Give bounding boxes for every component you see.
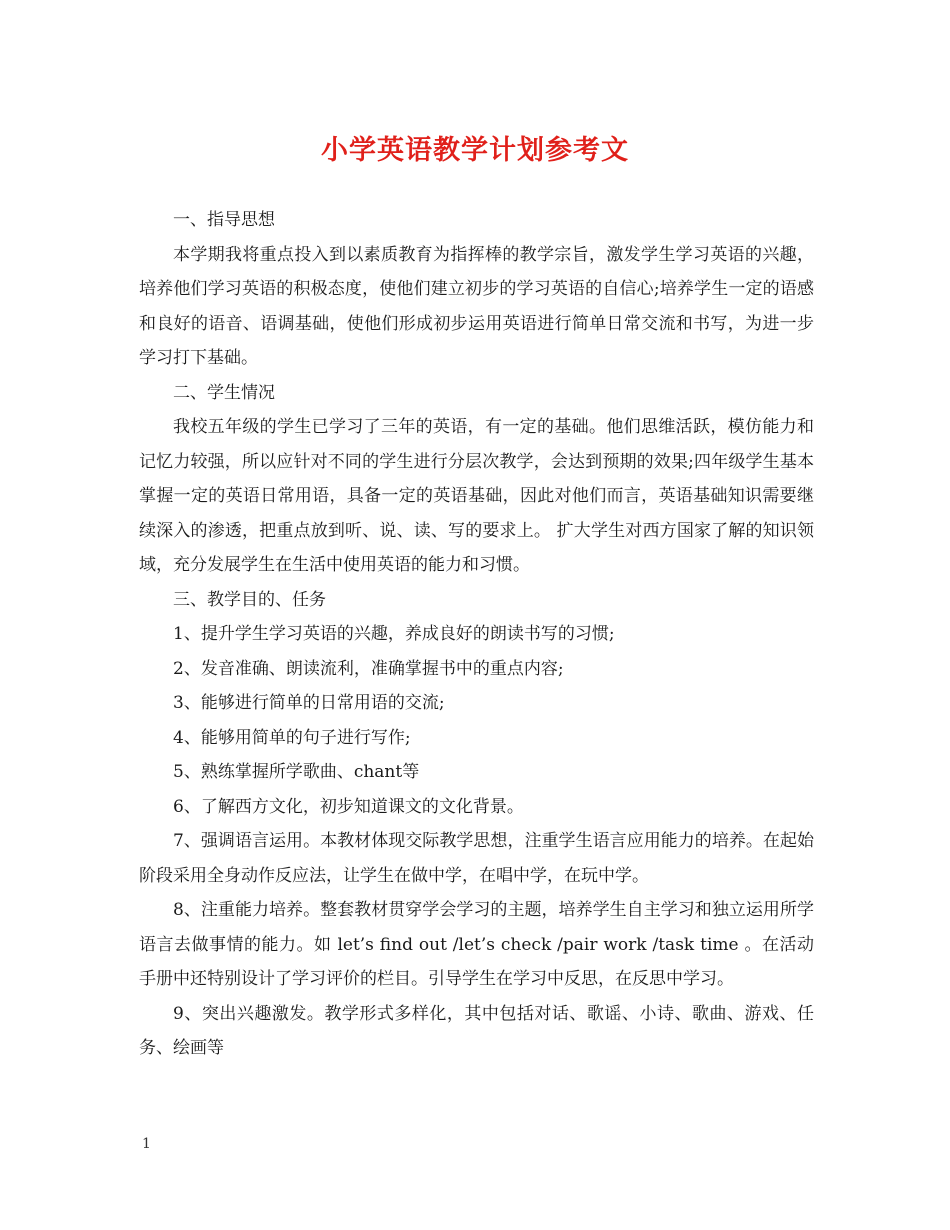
section-heading-student-situation: 二、学生情况 — [173, 382, 275, 403]
document-body — [139, 203, 814, 1066]
paragraph-guiding-ideology: 本学期我将重点投入到以素质教育为指挥棒的教学宗旨，激发学生学习英语的兴趣，培养他们学习英语的积极态度，使他们建立初步的学习英语的自信心;培养学生一定的语感和良好的语音、语调基础，使他们形成初步运用英语进行简单日常交流和书写，为进一步学习打下基础。 — [139, 244, 814, 368]
list-item-goal-5: 5、熟练掌握所学歌曲、chant等 — [173, 762, 420, 782]
list-item-goal-7: 7、强调语言运用。本教材体现交际教学思想，注重学生语言应用能力的培养。在起始阶段采用全身动作反应法，让学生在做中学，在唱中学，在玩中学。 — [139, 831, 814, 886]
list-item-goal-3: 3、能够进行简单的日常用语的交流; — [173, 693, 445, 713]
list-item-goal-2: 2、发音准确、朗读流利，准确掌握书中的重点内容; — [173, 658, 564, 679]
document-title: 小学英语教学计划参考文 — [321, 135, 629, 166]
list-item-goal-4: 4、能够用简单的句子进行写作; — [173, 727, 411, 748]
list-item-goal-6: 6、了解西方文化，初步知道课文的文化背景。 — [173, 796, 524, 817]
section-heading-teaching-goals: 三、教学目的、任务 — [173, 589, 326, 610]
section-heading-guiding-ideology: 一、指导思想 — [173, 210, 275, 230]
list-item-goal-1: 1、提升学生学习英语的兴趣，养成良好的朗读书写的习惯; — [173, 624, 615, 644]
paragraph-student-situation: 我校五年级的学生已学习了三年的英语，有一定的基础。他们思维活跃，模仿能力和记忆力较强，所以应针对不同的学生进行分层次教学，会达到预期的效果;四年级学生基本掌握一定的英语日常用语，具备一定的英语基础，因此对他们而言，英语基础知识需要继续深入的渗透，把重点放到听、说、读、写的要求上。 扩大学生对西方国家了解的知识领域，充分发展学生在生活中使用英语的能力和习惯。 — [139, 417, 814, 575]
list-item-goal-8: 8、注重能力培养。整套教材贯穿学会学习的主题，培养学生自主学习和独立运用所学语言去做事情的能力。如 let’s find out /let’s check /pair work /task time 。在活动手册中还特别设计了学习评价的栏目。引导学生在学习中反思，在反思中学习。 — [139, 900, 814, 989]
page-number: 1 — [142, 1136, 151, 1152]
list-item-goal-9: 9、突出兴趣激发。教学形式多样化，其中包括对话、歌谣、小诗、歌曲、游戏、任务、绘画等 — [139, 1003, 814, 1058]
